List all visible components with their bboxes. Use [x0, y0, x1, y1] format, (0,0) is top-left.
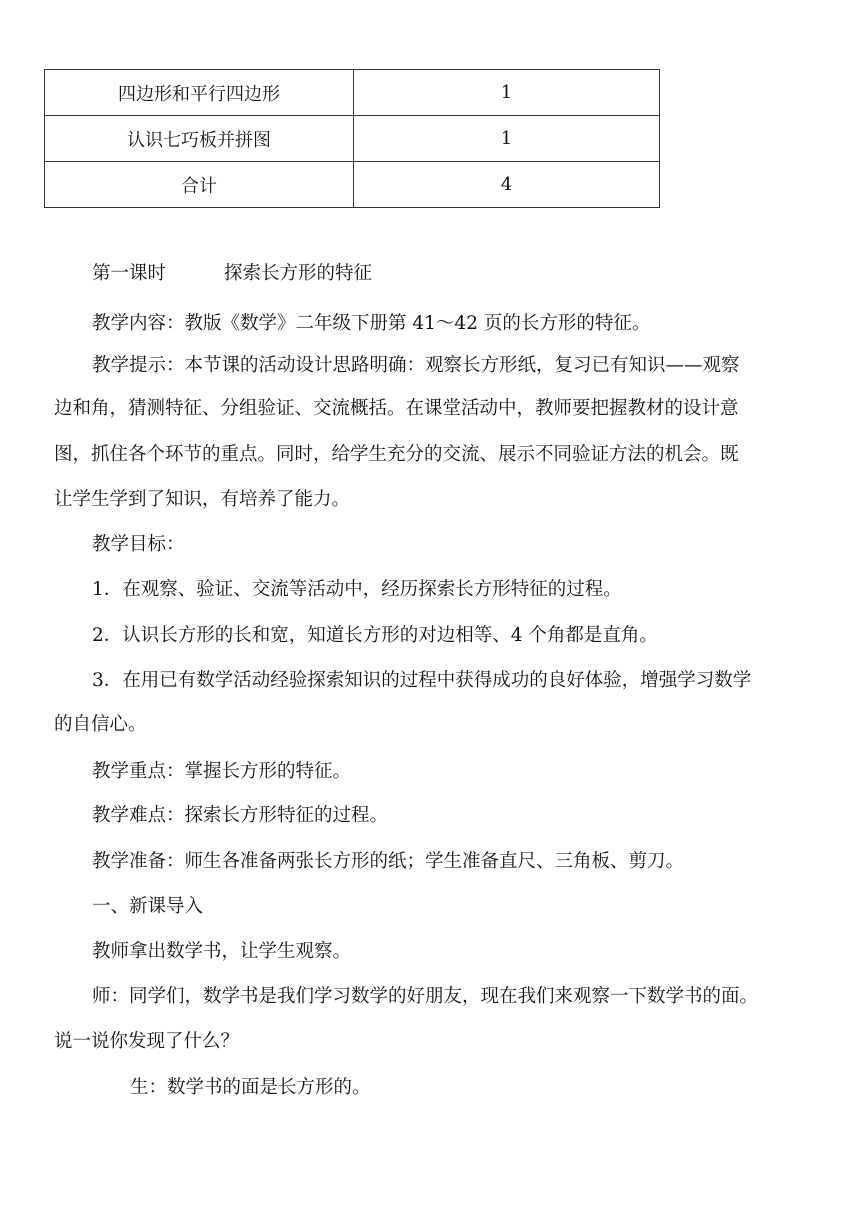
goal-item: 1．在观察、验证、交流等活动中，经历探索长方形特征的过程。 — [92, 579, 622, 600]
key-point: 教学重点：掌握长方形的特征。 — [92, 761, 352, 782]
lesson-heading — [92, 262, 372, 286]
teaching-tips-line: 教学提示：本节课的活动设计思路明确：观察长方形纸，复习已有知识——观察 — [92, 355, 740, 376]
section-heading: 一、新课导入 — [92, 896, 204, 917]
lesson-title: 探索长方形的特征 — [224, 263, 373, 284]
lesson-number: 第一课时 — [92, 263, 167, 284]
paragraph-continued: 说一说你发现了什么？ — [54, 1031, 240, 1052]
goal-item: 3．在用已有数学活动经验探索知识的过程中获得成功的良好体验，增强学习数学 — [92, 670, 752, 691]
goal-item: 2．认识长方形的长和宽，知道长方形的对边相等、4 个角都是直角。 — [92, 625, 658, 646]
teaching-tips-line: 边和角，猜测特征、分组验证、交流概括。在课堂活动中，教师要把握教材的设计意 — [54, 398, 739, 419]
paragraph: 生：数学书的面是长方形的。 — [130, 1077, 371, 1098]
table-row — [45, 162, 660, 208]
table-cell-hours: 1 — [354, 116, 660, 162]
table-cell-hours: 1 — [354, 70, 660, 116]
goal-item-continued: 的自信心。 — [54, 714, 147, 735]
table-cell-total-value: 4 — [354, 162, 660, 208]
preparation: 教学准备：师生各准备两张长方形的纸；学生准备直尺、三角板、剪刀。 — [92, 851, 685, 872]
teaching-content: 教学内容：教版《数学》二年级下册第 41～42 页的长方形的特征。 — [92, 313, 651, 334]
teaching-tips-line: 图，抓住各个环节的重点。同时，给学生充分的交流、展示不同验证方法的机会。既 — [54, 444, 739, 465]
difficulty: 教学难点：探索长方形特征的过程。 — [92, 805, 389, 826]
table-cell-total-label: 合计 — [45, 162, 354, 208]
goals-heading: 教学目标： — [92, 534, 185, 555]
paragraph: 师：同学们，数学书是我们学习数学的好朋友，现在我们来观察一下数学书的面。 — [92, 986, 759, 1007]
table-row — [45, 70, 660, 116]
lesson-hours-table — [44, 69, 660, 208]
paragraph: 教师拿出数学书，让学生观察。 — [92, 941, 352, 962]
teaching-tips-line: 让学生学到了知识，有培养了能力。 — [54, 489, 351, 510]
table-row — [45, 116, 660, 162]
table-cell-topic: 四边形和平行四边形 — [45, 70, 354, 116]
table-cell-topic: 认识七巧板并拼图 — [45, 116, 354, 162]
